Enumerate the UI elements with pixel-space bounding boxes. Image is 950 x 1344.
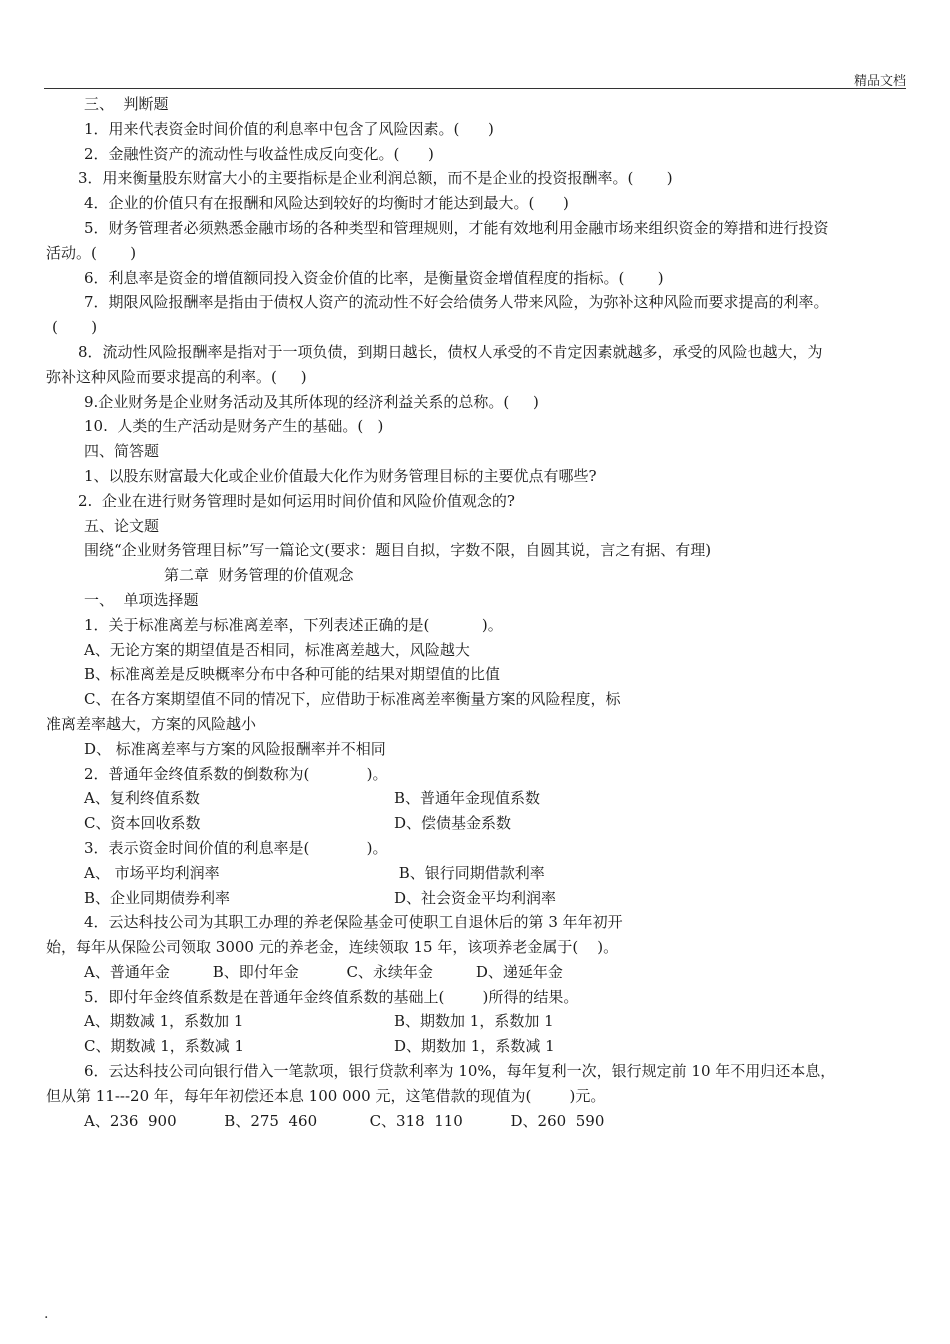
mc-question-2-stem: 2．普通年金终值系数的倒数称为( )。 [84, 764, 388, 783]
mc-question-1-option-c-line1: C、在各方案期望值不同的情况下，应借助于标准离差率衡量方案的风险程度，标 [84, 690, 621, 709]
mc-question-1-option-c-line2: 准离差率越大，方案的风险越小 [46, 714, 257, 733]
mc-question-4-options: A、普通年金 B、即付年金 C、永续年金 D、递延年金 [84, 962, 563, 981]
mc-question-2-options-cd [46, 811, 908, 836]
mc-question-1-stem: 1．关于标准离差与标准离差率，下列表述正确的是( )。 [84, 615, 503, 634]
mc-question-2-options-ab [46, 786, 908, 811]
tf-question-6: 6．利息率是资金的增值额同投入资金价值的比率，是衡量资金增值程度的指标。( ) [84, 268, 664, 287]
mc-question-6-options: A、236 900 B、275 460 C、318 110 D、260 590 [84, 1111, 605, 1130]
mc-question-5-option-d: D、期数加 1，系数减 1 [394, 1037, 555, 1056]
document-body [46, 92, 908, 1133]
tf-question-5-line2: 活动。( ) [46, 243, 137, 262]
mc-question-3-option-b: B、银行同期借款利率 [394, 863, 545, 882]
section3-title: 三、 判断题 [84, 95, 169, 113]
mc-question-2-option-c: C、资本回收系数 [84, 814, 201, 833]
mc-question-2-option-b: B、普通年金现值系数 [394, 789, 541, 808]
tf-question-5-line1: 5．财务管理者必须熟悉金融市场的各种类型和管理规则，才能有效地利用金融市场来组织资金的筹措和进行投资 [84, 218, 829, 237]
mc-question-1-option-d: D、 标准离差率与方案的风险报酬率并不相同 [84, 739, 386, 758]
section4-title: 四、简答题 [84, 442, 160, 461]
tf-question-2: 2．金融性资产的流动性与收益性成反向变化。( ) [84, 144, 434, 163]
chapter-title: 第二章 财务管理的价值观念 [164, 566, 354, 585]
section1-title: 一、 单项选择题 [84, 590, 199, 609]
mc-question-5-stem: 5．即付年金终值系数是在普通年金终值系数的基础上( )所得的结果。 [84, 987, 579, 1006]
tf-question-8-line1: 8．流动性风险报酬率是指对于一项负债，到期日越长，债权人承受的不肯定因素就越多，承受的风险也越大，为 [78, 342, 823, 361]
footer-mark: . [44, 1306, 49, 1322]
mc-question-5-options-ab [46, 1009, 908, 1034]
tf-question-4: 4．企业的价值只有在报酬和风险达到较好的均衡时才能达到最大。( ) [84, 194, 569, 213]
page-header-label: 精品文档 [853, 74, 906, 89]
section5-title: 五、论文题 [84, 516, 160, 535]
mc-question-3-option-c: B、企业同期债券利率 [84, 888, 231, 907]
mc-question-5-option-c: C、期数减 1，系数减 1 [84, 1037, 245, 1056]
tf-question-10: 10. 人类的生产活动是财务产生的基础。( ) [84, 417, 384, 436]
mc-question-3-options-cd [46, 886, 908, 911]
mc-question-4-stem-line2: 始，每年从保险公司领取 3000 元的养老金，连续领取 15 年，该项养老金属于( )。 [46, 938, 619, 957]
essay-prompt: 围绕“企业财务管理目标”写一篇论文(要求：题目自拟，字数不限，自圆其说，言之有据、有理) [84, 541, 712, 560]
mc-question-1-option-a: A、无论方案的期望值是否相同，标准离差越大，风险越大 [84, 640, 470, 659]
mc-question-3-option-d: D、社会资金平均利润率 [394, 888, 557, 907]
mc-question-4-stem-line1: 4．云达科技公司为其职工办理的养老保险基金可使职工自退休后的第 3 年年初开 [84, 913, 623, 932]
tf-question-7-line1: 7．期限风险报酬率是指由于债权人资产的流动性不好会给债务人带来风险，为弥补这种风险而要求提高的利率。 [84, 293, 829, 312]
mc-question-5-option-b: B、期数加 1，系数加 1 [394, 1012, 554, 1031]
short-answer-2: 2. 企业在进行财务管理时是如何运用时间价值和风险价值观念的? [78, 491, 515, 510]
tf-question-8-line2: 弥补这种风险而要求提高的利率。( ) [46, 367, 307, 386]
tf-question-3: 3．用来衡量股东财富大小的主要指标是企业利润总额，而不是企业的投资报酬率。( ) [78, 169, 673, 188]
mc-question-1-option-b: B、标准离差是反映概率分布中各种可能的结果对期望值的比值 [84, 665, 501, 684]
mc-question-6-stem-line2: 但从第 11---20 年，每年年初偿还本息 100 000 元，这笔借款的现值为( )元。 [46, 1086, 606, 1105]
header-rule [44, 88, 906, 89]
mc-question-2-option-d: D、偿债基金系数 [394, 814, 512, 833]
mc-question-6-stem-line1: 6．云达科技公司向银行借入一笔款项，银行贷款利率为 10%，每年复利一次，银行规定前 10 年不用归还本息， [84, 1062, 836, 1081]
mc-question-3-option-a: A、 市场平均利润率 [84, 863, 220, 882]
tf-question-9: 9.企业财务是企业财务活动及其所体现的经济利益关系的总称。( ) [84, 392, 539, 411]
mc-question-3-options-ab [46, 861, 908, 886]
mc-question-5-options-cd [46, 1034, 908, 1059]
mc-question-3-stem: 3．表示资金时间价值的利息率是( )。 [84, 838, 388, 857]
tf-question-1: 1．用来代表资金时间价值的利息率中包含了风险因素。( ) [84, 119, 494, 138]
mc-question-5-option-a: A、期数减 1，系数加 1 [84, 1012, 244, 1031]
mc-question-2-option-a: A、复利终值系数 [84, 789, 200, 808]
short-answer-1: 1、以股东财富最大化或企业价值最大化作为财务管理目标的主要优点有哪些? [84, 466, 597, 485]
tf-question-7-line2: ( ) [52, 318, 98, 337]
